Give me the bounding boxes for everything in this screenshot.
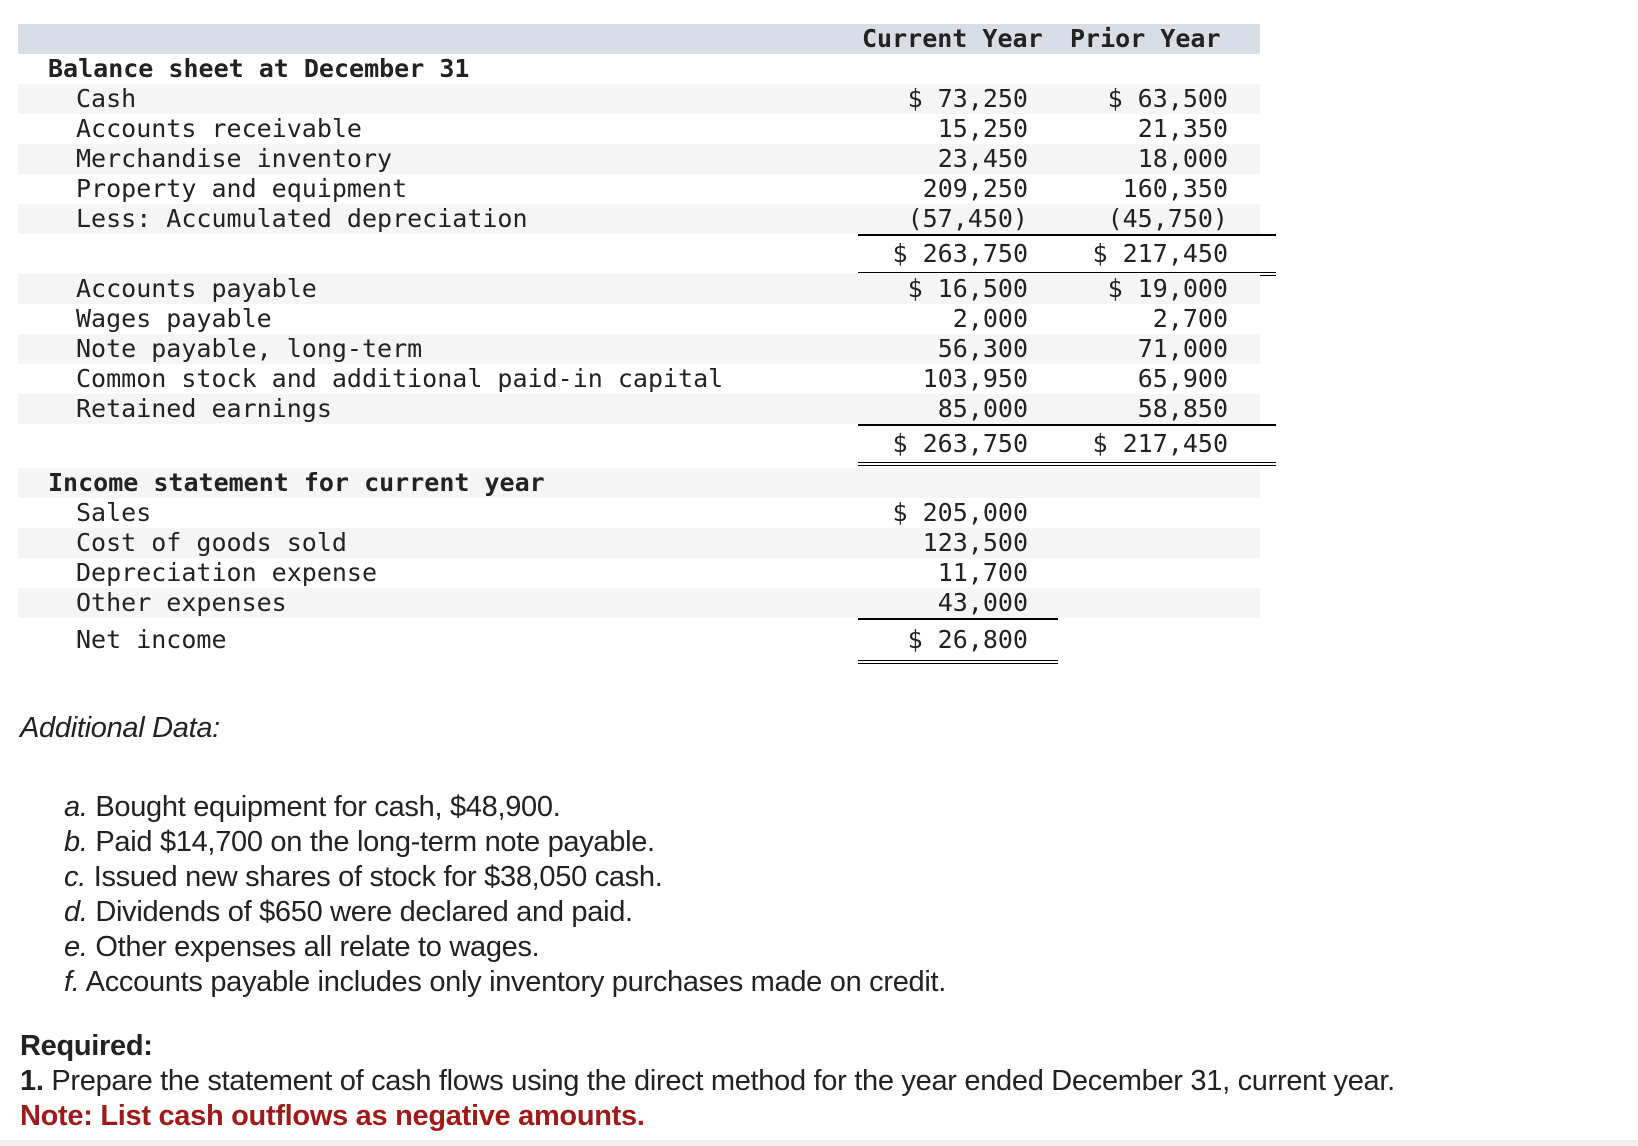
current-year-value: 11,700	[937, 558, 1028, 587]
item-letter: d.	[64, 896, 88, 928]
row-label: Less: Accumulated depreciation	[76, 204, 528, 233]
row-label: Retained earnings	[76, 394, 332, 423]
current-year-value: $ 205,000	[892, 498, 1028, 527]
header-prior-year: Prior Year	[1070, 24, 1221, 53]
item-letter: c.	[64, 861, 86, 893]
total-liabilities-equity-row	[18, 424, 1260, 464]
prior-year-value: 18,000	[1137, 144, 1228, 173]
balance-sheet-title: Balance sheet at December 31	[48, 54, 470, 83]
table-row	[18, 558, 1260, 588]
table-row	[18, 498, 1260, 528]
required-note: Note: List cash outflows as negative amounts.	[20, 1100, 645, 1132]
current-year-value: 2,000	[952, 304, 1028, 333]
total-le-current: $ 263,750	[892, 429, 1028, 458]
current-year-value: 85,000	[937, 394, 1028, 423]
row-label: Merchandise inventory	[76, 144, 393, 173]
required-instruction	[20, 1065, 1395, 1098]
current-year-value: 15,250	[937, 114, 1028, 143]
total-assets-row	[18, 234, 1260, 274]
item-text: Accounts payable includes only inventory purchases made on credit.	[79, 966, 947, 998]
row-label: Net income	[76, 625, 227, 654]
row-label: Accounts payable	[76, 274, 317, 303]
current-year-value: 123,500	[922, 528, 1028, 557]
table-row	[18, 84, 1260, 114]
prior-year-value: 58,850	[1137, 394, 1228, 423]
table-row	[18, 588, 1260, 618]
table-row	[18, 174, 1260, 204]
row-label: Sales	[76, 498, 152, 527]
bottom-divider	[0, 1140, 1638, 1146]
item-text: Issued new shares of stock for $38,050 cash.	[85, 861, 663, 893]
table-row	[18, 114, 1260, 144]
current-year-value: 56,300	[937, 334, 1028, 363]
prior-year-value: 71,000	[1137, 334, 1228, 363]
list-item	[64, 790, 946, 825]
item-letter: b.	[64, 826, 88, 858]
list-item	[64, 825, 946, 860]
table-row	[18, 394, 1260, 424]
current-year-value: $ 16,500	[907, 274, 1028, 303]
net-income-value: $ 26,800	[907, 625, 1028, 654]
total-assets-prior: $ 217,450	[1092, 239, 1228, 268]
row-label: Common stock and additional paid-in capital	[76, 364, 724, 393]
prior-year-value: $ 19,000	[1107, 274, 1228, 303]
table-row	[18, 364, 1260, 394]
prior-year-value: $ 63,500	[1107, 84, 1228, 113]
table-row	[18, 304, 1260, 334]
column-header-row	[18, 24, 1260, 54]
current-year-value: 209,250	[922, 174, 1028, 203]
list-item	[64, 895, 946, 930]
prior-year-value: 21,350	[1137, 114, 1228, 143]
current-year-value: 103,950	[922, 364, 1028, 393]
current-year-value: 23,450	[937, 144, 1028, 173]
balance-sheet-title-row	[18, 54, 1260, 84]
prior-year-value: 160,350	[1122, 174, 1228, 203]
row-label: Cash	[76, 84, 137, 113]
header-current-year: Current Year	[862, 24, 1043, 53]
additional-data-heading: Additional Data:	[20, 712, 220, 744]
net-income-row	[18, 618, 1260, 662]
prior-year-value: (45,750)	[1107, 204, 1228, 233]
total-le-prior: $ 217,450	[1092, 429, 1228, 458]
list-item	[64, 965, 946, 1000]
item-text: Bought equipment for cash, $48,900.	[87, 791, 561, 823]
row-label: Wages payable	[76, 304, 272, 333]
additional-data-list	[64, 790, 946, 1000]
row-label: Depreciation expense	[76, 558, 378, 587]
row-label: Cost of goods sold	[76, 528, 347, 557]
total-assets-current: $ 263,750	[892, 239, 1028, 268]
current-year-value: $ 73,250	[907, 84, 1028, 113]
table-row	[18, 528, 1260, 558]
item-text: Dividends of $650 were declared and paid.	[87, 896, 633, 928]
list-item	[64, 860, 946, 895]
total-double-rule	[858, 660, 1058, 664]
instruction-number: 1.	[20, 1065, 44, 1097]
row-label: Note payable, long-term	[76, 334, 423, 363]
row-label: Accounts receivable	[76, 114, 362, 143]
total-double-rule	[1058, 462, 1276, 466]
item-text: Other expenses all relate to wages.	[87, 931, 540, 963]
table-row	[18, 144, 1260, 174]
table-row	[18, 274, 1260, 304]
required-heading: Required:	[20, 1030, 153, 1062]
income-statement-title: Income statement for current year	[48, 468, 545, 497]
financial-data-table	[18, 24, 1260, 662]
item-letter: f.	[64, 966, 80, 998]
table-row	[18, 204, 1260, 234]
current-year-value: (57,450)	[907, 204, 1028, 233]
total-double-rule	[858, 462, 1058, 466]
income-statement-title-row	[18, 468, 1260, 498]
list-item	[64, 930, 946, 965]
item-letter: e.	[64, 931, 88, 963]
current-year-value: 43,000	[937, 588, 1028, 617]
prior-year-value: 2,700	[1152, 304, 1228, 333]
prior-year-value: 65,900	[1137, 364, 1228, 393]
item-text: Paid $14,700 on the long-term note payable.	[87, 826, 655, 858]
table-row	[18, 334, 1260, 364]
row-label: Other expenses	[76, 588, 287, 617]
item-letter: a.	[64, 791, 88, 823]
instruction-text: Prepare the statement of cash flows using the direct method for the year ended December 31, current year.	[43, 1065, 1395, 1097]
row-label: Property and equipment	[76, 174, 408, 203]
